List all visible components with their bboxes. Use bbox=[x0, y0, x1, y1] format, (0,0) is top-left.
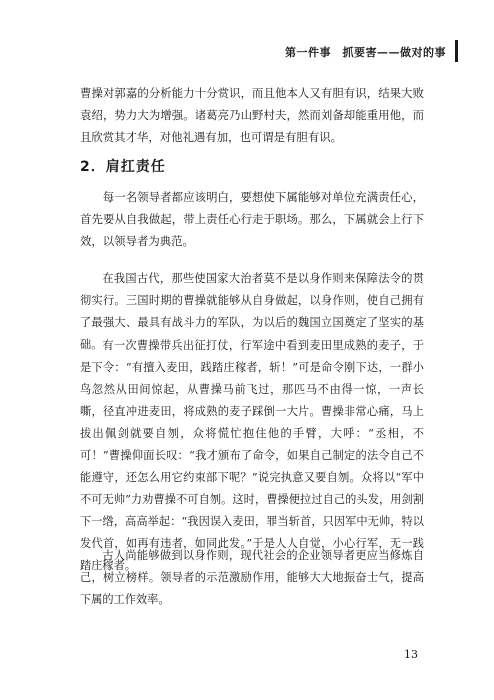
paragraph-cao-cao-story: 有一次曹操带兵出征打仗，行军途中看到麦田里成熟的麦子，于是下令：“有擅入麦田，践踏庄稼者，斩！”可是命令刚下达，一群小鸟忽然从田间惊起，从曹操马前飞过，那匹马不由得一惊，一声长嘶，径直冲进麦田，将成熟的麦子踩倒一大片。曹操非常心痛，马上拔出佩剑就要自刎，众将慌忙抱住他的手臂，大呼：“丞相，不可！”曹操仰面长叹：“我才颁布了命令，如果自己制定的法令自己不能遵守，还怎么用它约束部下呢？”说完执意又要自刎。众将以“军中不可无帅”力劝曹操不可自刎。这时，曹操便拉过自己的头发，用剑割下一绺，高高举起：“我因误入麦田，罪当斩首，只因军中无帅，特以发代首，如再有违者，如同此发。”于是人人自觉，小心行军，无一践踏庄稼者。 bbox=[80, 339, 424, 572]
header-bar bbox=[455, 40, 458, 62]
running-header bbox=[0, 40, 494, 70]
page-number: 13 bbox=[404, 648, 418, 661]
chapter-title: 第一件事 抓要害——做对的事 bbox=[285, 46, 446, 59]
paragraph-conclusion: 古人尚能够做到以身作则，现代社会的企业领导者更应当修炼自己，树立榜样。领导者的示范激励作用，能够大大地振奋士气，提高下属的工作效率。 bbox=[80, 549, 424, 606]
paragraph-responsibility: 每一名领导者都应该明白，要想使下属能够对单位充满责任心，首先要从自我做起，带上责任心行走于职场。那么，下属就会上行下效，以领导者为典范。 bbox=[80, 190, 424, 248]
section-heading: 2．肩扛责任 bbox=[80, 159, 166, 175]
paragraph-intro: 曹操对郭嘉的分析能力十分赏识，而且他本人又有胆有识，结果大败袁绍，势力大为增强。诸葛亮乃山野村夫，然而刘备却能重用他，而且欣赏其才华，对他礼遇有加，也可谓是有胆有识。 bbox=[80, 86, 424, 144]
paragraph-ancient-example: 在我国古代，那些使国家大治者莫不是以身作则来保障法令的贯彻实行。三国时期的曹操就能够从自身做起，以身作则，使自己拥有了最强大、最具有战斗力的军队，为以后的魏国立国奠定了坚实的基础。 bbox=[80, 272, 424, 351]
